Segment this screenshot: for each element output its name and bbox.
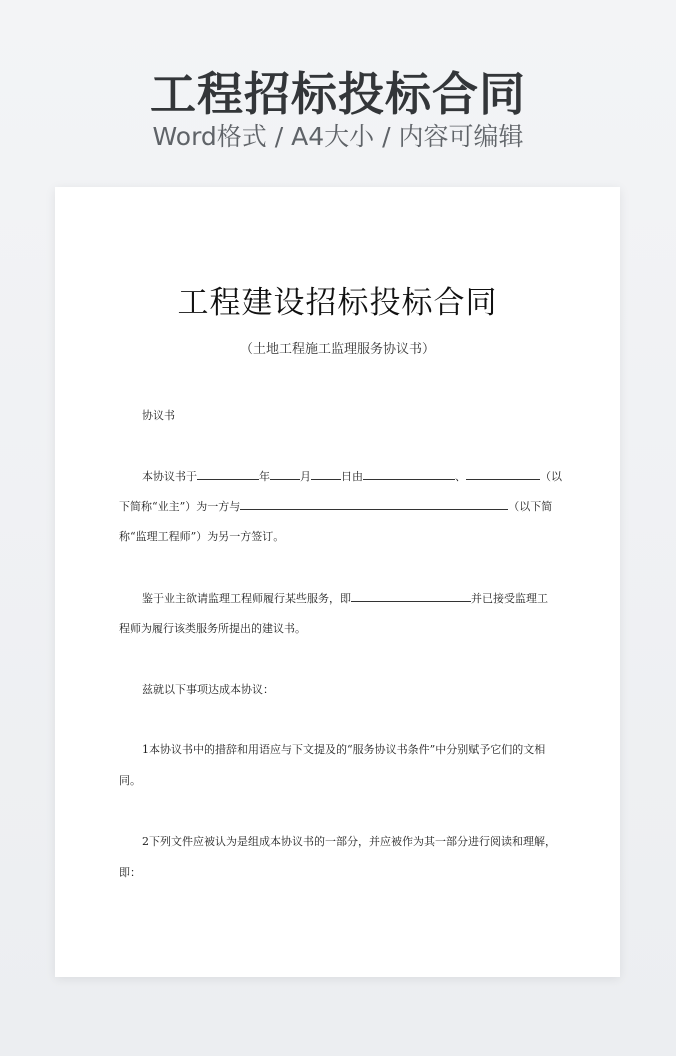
date-day-blank [311,468,341,480]
paragraph-1-line-1 [142,468,562,485]
banner-title: 工程招标投标合同 [150,67,526,121]
engineer-name-blank [240,498,508,510]
party-blank-2 [466,468,540,480]
text-segment: 、 [455,470,466,483]
paragraph-1-line-3: 称“监理工程师”）为另一方签订。 [119,530,285,543]
paragraph-5-line-2: 即： [119,866,141,879]
text-segment: 年 [259,470,270,483]
paragraph-2-line-2: 程师为履行该类服务所提出的建议书。 [119,622,306,635]
document-page [55,187,620,977]
service-blank [351,590,471,602]
text-segment: 日由 [341,470,363,483]
paragraph-4-line-2: 同。 [119,774,141,787]
text-segment: 下简称“业主”）为一方与 [119,500,241,513]
text-segment: 本协议书于 [142,470,197,483]
text-segment: 并已接受监理工 [471,592,548,605]
paragraph-1-line-2 [119,498,552,515]
section-heading: 协议书 [142,409,175,422]
party-blank-1 [363,468,455,480]
document-subtitle: （土地工程施工监理服务协议书） [239,342,435,357]
date-year-blank [197,468,259,480]
paragraph-2-line-1 [142,590,548,607]
paragraph-3: 兹就以下事项达成本协议： [142,683,274,696]
document-title: 工程建设招标投标合同 [177,285,498,321]
banner-subtitle: Word格式 / A4大小 / 内容可编辑 [152,122,524,151]
paragraph-5-line-1: 2下列文件应被认为是组成本协议书的一部分，并应被作为其一部分进行阅读和理解， [142,835,556,848]
date-month-blank [270,468,300,480]
text-segment: 月 [300,470,311,483]
text-segment: 鉴于业主欲请监理工程师履行某些服务，即 [142,592,351,605]
paragraph-4-line-1: 1本协议书中的措辞和用语应与下文提及的“服务协议书条件”中分别赋予它们的文相 [142,743,546,756]
text-segment: （以 [540,470,562,483]
text-segment: （以下简 [508,500,553,513]
